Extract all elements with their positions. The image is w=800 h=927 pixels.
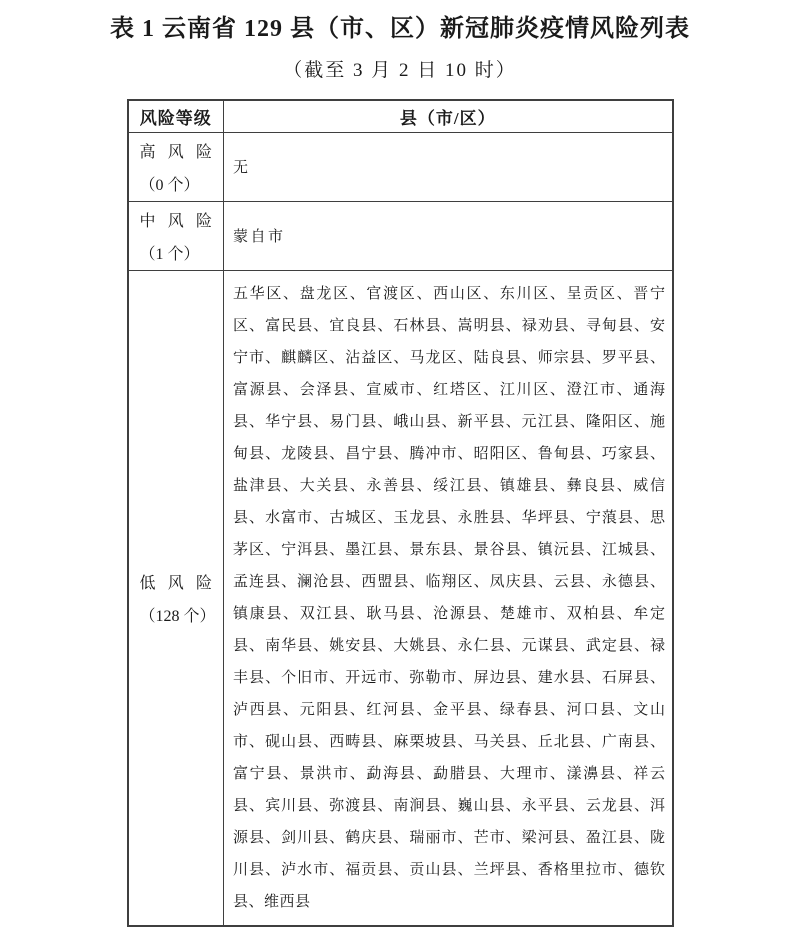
medium-risk-level-cell — [128, 201, 224, 270]
table-subtitle: （截至 3 月 2 日 10 时） — [283, 60, 517, 81]
high-risk-count: （0 个） — [139, 176, 200, 194]
high-risk-counties: 无 — [224, 132, 673, 201]
header-county: 县（市/区） — [224, 100, 673, 132]
header-risk-level: 风险等级 — [128, 100, 224, 132]
medium-risk-count: （1 个） — [139, 245, 200, 263]
table-row-medium-risk — [128, 201, 673, 270]
table-title: 表 1 云南省 129 县（市、区）新冠肺炎疫情风险列表 — [110, 16, 690, 42]
table-header-row — [128, 100, 673, 132]
low-risk-level-cell — [128, 270, 224, 926]
table-row-high-risk — [128, 132, 673, 201]
low-risk-count: （128 个） — [139, 607, 216, 625]
risk-table — [127, 99, 674, 927]
table-row-low-risk — [128, 270, 673, 926]
high-risk-label: 高风险 — [139, 143, 212, 161]
medium-risk-counties: 蒙自市 — [224, 201, 673, 270]
low-risk-label: 低风险 — [139, 574, 212, 592]
medium-risk-label: 中风险 — [139, 212, 212, 230]
low-risk-counties: 五华区、盘龙区、官渡区、西山区、东川区、呈贡区、晋宁区、富民县、宜良县、石林县、嵩明县、禄劝县、寻甸县、安宁市、麒麟区、沾益区、马龙区、陆良县、师宗县、罗平县、富源县、会泽县、宣威市、红塔区、江川区、澄江市、通海县、华宁县、易门县、峨山县、新平县、元江县、隆阳区、施甸县、龙陵县、昌宁县、腾冲市、昭阳区、鲁甸县、巧家县、盐津县、大关县、永善县、绥江县、镇雄县、彝良县、威信县、水富市、古城区、玉龙县、永胜县、华坪县、宁蒗县、思茅区、宁洱县、墨江县、景东县、景谷县、镇沅县、江城县、孟连县、澜沧县、西盟县、临翔区、凤庆县、云县、永德县、镇康县、双江县、耿马县、沧源县、楚雄市、双柏县、牟定县、南华县、姚安县、大姚县、永仁县、元谋县、武定县、禄丰县、个旧市、开远市、弥勒市、屏边县、建水县、石屏县、泸西县、元阳县、红河县、金平县、绿春县、河口县、文山市、砚山县、西畴县、麻栗坡县、马关县、丘北县、广南县、富宁县、景洪市、勐海县、勐腊县、大理市、漾濞县、祥云县、宾川县、弥渡县、南涧县、巍山县、永平县、云龙县、洱源县、剑川县、鹤庆县、瑞丽市、芒市、梁河县、盈江县、陇川县、泸水市、福贡县、贡山县、兰坪县、香格里拉市、德钦县、维西县 — [224, 270, 673, 926]
high-risk-level-cell — [128, 132, 224, 201]
